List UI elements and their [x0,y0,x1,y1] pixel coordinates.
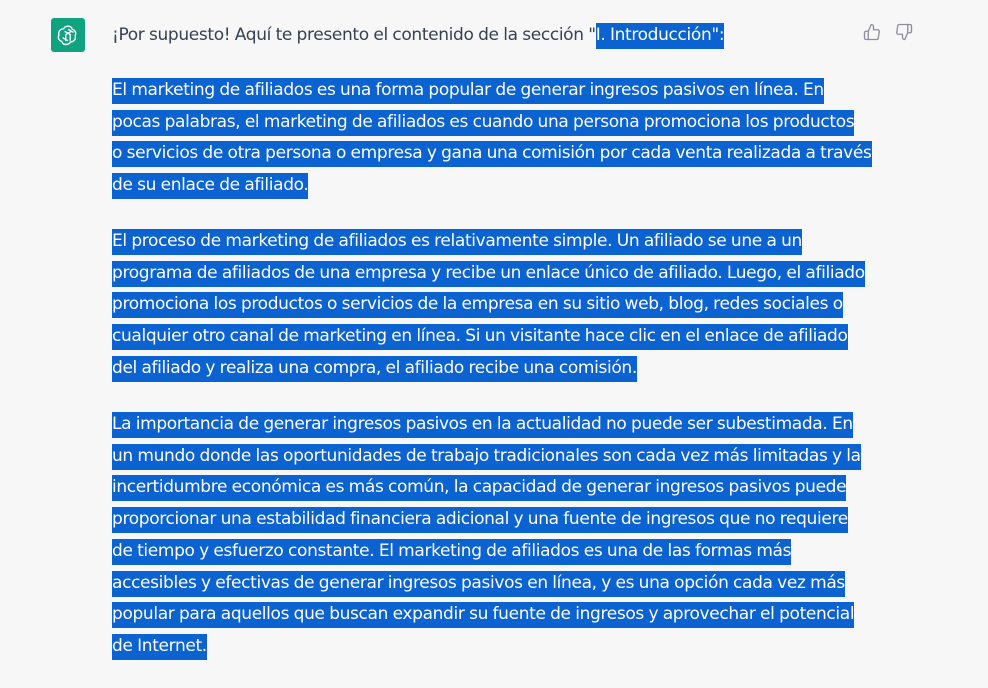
thumbs-down-icon [895,23,913,41]
paragraph-3 [112,409,861,663]
paragraph-line: pocas palabras, el marketing de afiliados es cuando una persona promociona los productos [112,110,854,136]
paragraph-line: popular para aquellos que buscan expandir su fuente de ingresos y aprovechar el potencial [112,602,854,628]
message-content[interactable] [112,20,872,656]
paragraph-line: proporcionar una estabilidad financiera adicional y una fuente de ingresos que no requiere [112,507,848,533]
intro-line [112,20,862,51]
paragraph-1 [112,75,872,202]
paragraph-line: accesibles y efectivas de generar ingresos pasivos en línea, y es una opción cada vez más [112,571,845,597]
feedback-buttons [862,22,914,42]
paragraph-line: El proceso de marketing de afiliados es relativamente simple. Un afiliado se une a un [112,229,802,255]
paragraph-line: de su enlace de afiliado. [112,173,308,199]
paragraph-line: incertidumbre económica es más común, la capacidad de generar ingresos pasivos puede [112,475,846,501]
openai-logo-icon [56,23,80,47]
paragraph-line: un mundo donde las oportunidades de trabajo tradicionales son cada vez más limitadas y la [112,444,861,470]
paragraph-line: programa de afiliados de una empresa y recibe un enlace único de afiliado. Luego, el afiliado [112,261,865,287]
thumbs-up-icon [863,23,881,41]
paragraph-line: o servicios de otra persona o empresa y gana una comisión por cada venta realizada a través [112,141,872,167]
paragraph-line: de tiempo y esfuerzo constante. El marketing de afiliados es una de las formas más [112,539,791,565]
paragraph-line: del afiliado y realiza una compra, el afiliado recibe una comisión. [112,356,637,382]
paragraph-line: La importancia de generar ingresos pasivos en la actualidad no puede ser subestimada. En [112,412,853,438]
paragraph-line: promociona los productos o servicios de la empresa en su sitio web, blog, redes sociales o [112,292,843,318]
paragraph-2 [112,226,865,385]
paragraph-line: cualquier otro canal de marketing en línea. Si un visitante hace clic en el enlace de afiliado [112,324,848,350]
thumbs-down-button[interactable] [894,22,914,42]
paragraph-line: El marketing de afiliados es una forma popular de generar ingresos pasivos en línea. En [112,78,824,104]
thumbs-up-button[interactable] [862,22,882,42]
paragraph-line: de Internet. [112,634,207,660]
assistant-avatar [51,18,85,52]
intro-text: ¡Por supuesto! Aquí te presento el contenido de la sección " [112,25,596,45]
intro-selected-text: I. Introducción": [596,23,725,49]
